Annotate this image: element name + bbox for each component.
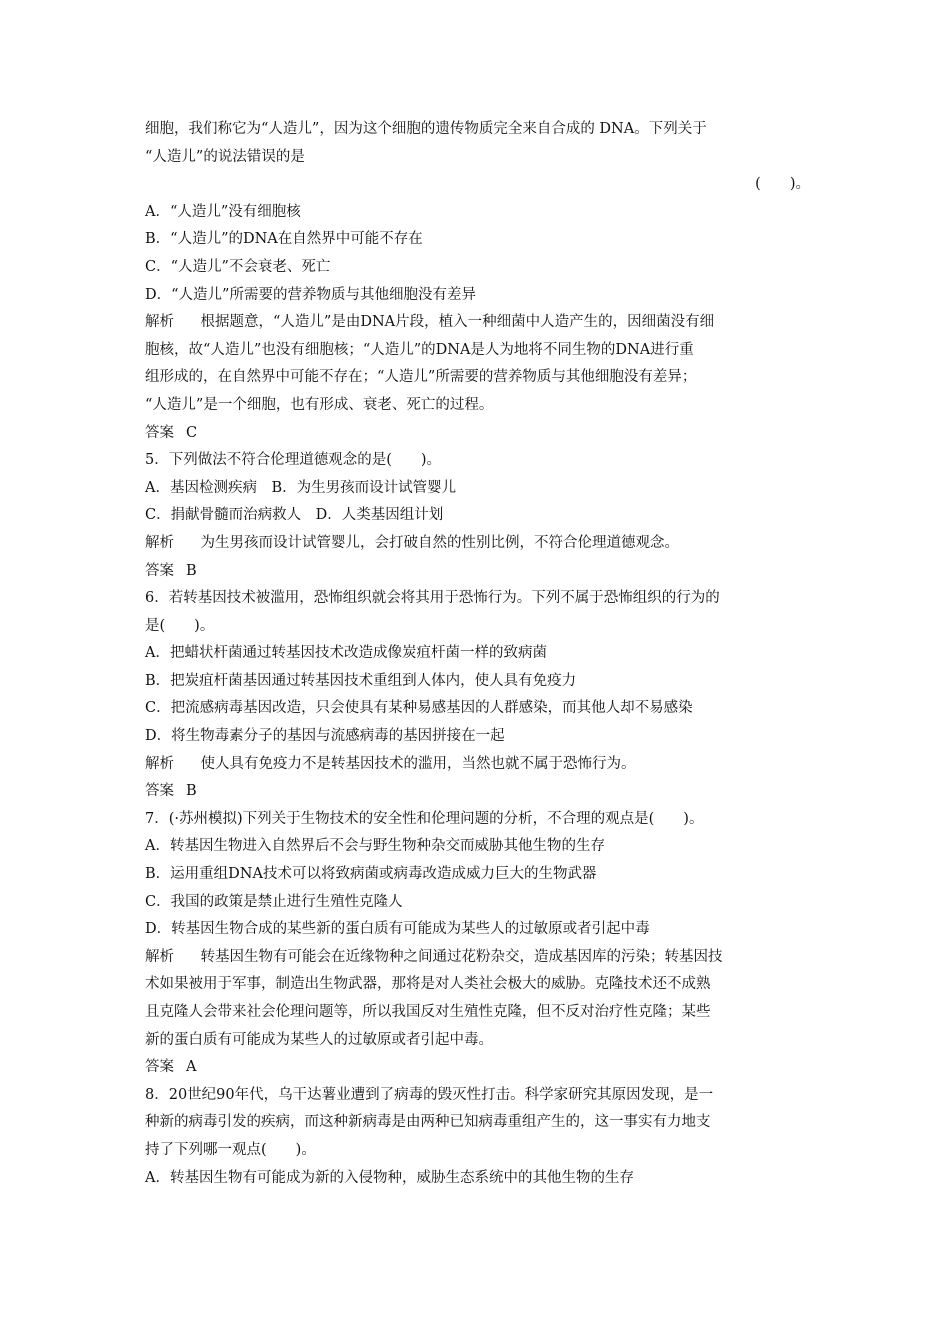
q8-stem-line: 8．20世纪90年代，乌干达薯业遭到了病毒的毁灭性打击。科学家研究其原因发现，是一: [145, 1086, 714, 1103]
q6-stem-line: 是( )。: [145, 617, 215, 634]
q7-option-d: D．转基因生物合成的某些新的蛋白质有可能成为某些人的过敏原或者引起中毒: [145, 921, 650, 938]
analysis-text: 为生男孩而设计试管婴儿，会打破自然的性别比例，不符合伦理道德观念。: [200, 534, 679, 551]
answer-label: 答案: [145, 562, 174, 579]
analysis-label: 解析: [145, 534, 174, 551]
q7-analysis: [145, 944, 810, 972]
q7-stem: 7．(·苏州模拟)下列关于生物技术的安全性和伦理问题的分析，不合理的观点是( )。: [145, 810, 704, 827]
q6-option-a: A．把蜡状杆菌通过转基因技术改造成像炭疽杆菌一样的致病菌: [145, 645, 547, 662]
q4-option-a: A．“人造儿”没有细胞核: [145, 203, 301, 220]
q4-stem-line: “人造儿”的说法错误的是: [145, 148, 305, 165]
analysis-text: 转基因生物有可能会在近缘物种之间通过花粉杂交，造成基因库的污染；转基因技: [200, 948, 723, 965]
q5-analysis: [145, 530, 810, 558]
q6-option-b: B．把炭疽杆菌基因通过转基因技术重组到人体内，使人具有免疫力: [145, 672, 577, 689]
analysis-label: 解析: [145, 755, 174, 772]
q5-answer: [145, 558, 810, 586]
q6-option-d: D．将生物毒素分子的基因与流感病毒的基因拼接在一起: [145, 728, 505, 745]
analysis-text: 根据题意，“人造儿”是由DNA片段，植入一种细菌中人造产生的，因细菌没有细: [200, 314, 715, 331]
q4-answer: [145, 420, 810, 448]
q8-stem-line: 种新的病毒引发的疾病，而这种新病毒是由两种已知病毒重组产生的，这一事实有力地支: [145, 1114, 711, 1131]
q4-option-d: D．“人造儿”所需要的营养物质与其他细胞没有差异: [145, 286, 476, 303]
q6-answer: [145, 778, 810, 806]
q6-analysis: [145, 751, 810, 779]
q7-analysis-line: 新的蛋白质有可能成为某些人的过敏原或者引起中毒。: [145, 1031, 493, 1048]
answer-value: C: [186, 424, 198, 441]
analysis-label: 解析: [145, 948, 174, 965]
answer-value: B: [186, 783, 197, 800]
answer-value: B: [186, 562, 197, 579]
q5-options-ab: A．基因检测疾病 B．为生男孩而设计试管婴儿: [145, 479, 457, 496]
answer-label: 答案: [145, 1059, 174, 1076]
q8-stem-line: 持了下列哪一观点( )。: [145, 1141, 316, 1158]
q4-option-c: C．“人造儿”不会衰老、死亡: [145, 258, 331, 275]
q7-analysis-line: 术如果被用于军事，制造出生物武器，那将是对人类社会极大的威胁。克隆技术还不成熟: [145, 976, 711, 993]
answer-label: 答案: [145, 783, 174, 800]
q4-analysis-line: 胞核，故“人造儿”也没有细胞核；“人造儿”的DNA是人为地将不同生物的DNA进行重: [145, 341, 694, 358]
q4-stem-line: 细胞，我们称它为“人造儿”，因为这个细胞的遗传物质完全来自合成的 DNA。下列关于: [145, 121, 707, 137]
q4-analysis-line: “人造儿”是一个细胞，也有形成、衰老、死亡的过程。: [145, 396, 494, 413]
q6-option-c: C．把流感病毒基因改造，只会使具有某种易感基因的人群感染，而其他人却不易感染: [145, 700, 693, 717]
q4-answer-bracket: ( )。: [755, 176, 810, 193]
document-page: [145, 116, 810, 1192]
q7-analysis-line: 且克隆人会带来社会伦理问题等，所以我国反对生殖性克隆，但不反对治疗性克隆；某些: [145, 1004, 711, 1020]
q7-option-b: B．运用重组DNA技术可以将致病菌或病毒改造成威力巨大的生物武器: [145, 866, 597, 883]
q4-analysis-line: 组形成的，在自然界中可能不存在；“人造儿”所需要的营养物质与其他细胞没有差异；: [145, 369, 697, 386]
analysis-text: 使人具有免疫力不是转基因技术的滥用，当然也就不属于恐怖行为。: [200, 755, 636, 772]
q6-stem-line: 6．若转基因技术被滥用，恐怖组织就会将其用于恐怖行为。下列不属于恐怖组织的行为的: [145, 590, 720, 607]
q7-answer: [145, 1054, 810, 1082]
answer-value: A: [186, 1059, 197, 1076]
q4-option-b: B．“人造儿”的DNA在自然界中可能不存在: [145, 231, 423, 248]
q4-analysis: [145, 309, 810, 337]
q5-stem: 5．下列做法不符合伦理道德观念的是( )。: [145, 452, 442, 469]
q7-option-c: C．我国的政策是禁止进行生殖性克隆人: [145, 893, 403, 910]
q7-option-a: A．转基因生物进入自然界后不会与野生物种杂交而威胁其他生物的生存: [145, 838, 605, 855]
analysis-label: 解析: [145, 314, 174, 331]
q5-options-cd: C．捐献骨髓而治病救人 D．人类基因组计划: [145, 507, 444, 524]
q8-option-a: A．转基因生物有可能成为新的入侵物种，威胁生态系统中的其他生物的生存: [145, 1169, 634, 1186]
answer-label: 答案: [145, 424, 174, 441]
